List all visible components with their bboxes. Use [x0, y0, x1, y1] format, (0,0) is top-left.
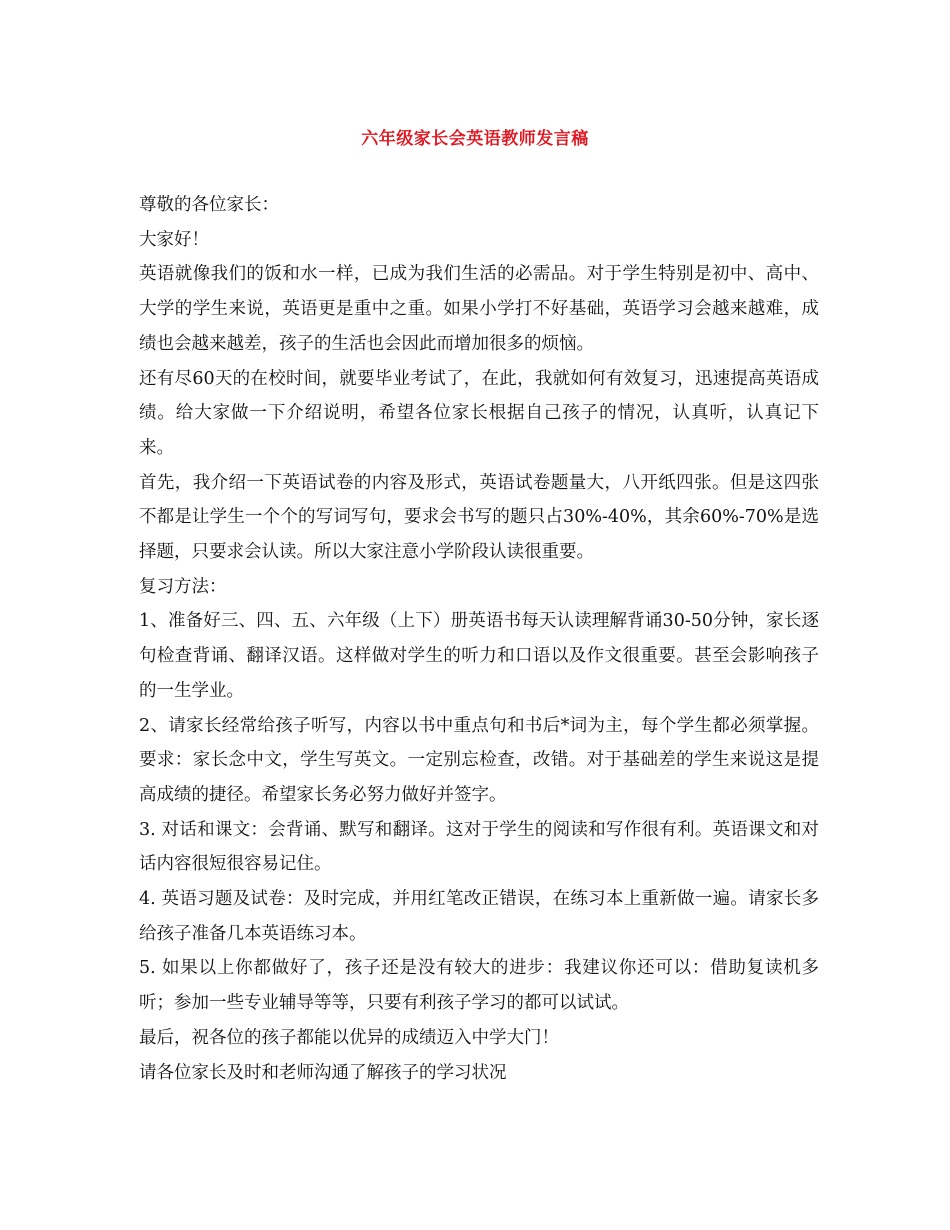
method-item-2: 2、请家长经常给孩子听写，内容以书中重点句和书后*词为主，每个学生都必须掌握。要求：家长念中文，学生写英文。一定别忘检查，改错。对于基础差的学生来说这是提高成绩的捷径。希望家长务必努力做好并签字。	[139, 715, 819, 805]
method-item-5: 5. 如果以上你都做好了，孩子还是没有较大的进步：我建议你还可以：借助复读机多听；参加一些专业辅导等等，只要有利孩子学习的都可以试试。	[139, 958, 819, 1014]
final-request-paragraph: 请各位家长及时和老师沟通了解孩子的学习状况	[139, 1062, 507, 1083]
greeting-paragraph: 尊敬的各位家长：	[139, 195, 279, 215]
method-item-4: 4. 英语习题及试卷：及时完成，并用红笔改正错误，在练习本上重新做一遍。请家长多给孩子准备几本英语练习本。	[139, 889, 819, 944]
exam-time-paragraph: 还有尽60天的在校时间，就要毕业考试了，在此，我就如何有效复习，迅速提高英语成绩。给大家做一下介绍说明，希望各位家长根据自己孩子的情况，认真听，认真记下来。	[139, 368, 819, 458]
exam-format-paragraph: 首先，我介绍一下英语试卷的内容及形式，英语试卷题量大，八开纸四张。但是这四张不都是让学生一个个的写词写句，要求会书写的题只占30%-40%，其余60%-70%是选择题，只要求会认读。所以大家注意小学阶段认读很重要。	[139, 472, 819, 563]
review-methods-heading: 复习方法：	[139, 576, 227, 597]
closing-paragraph: 最后，祝各位的孩子都能以优异的成绩迈入中学大门！	[139, 1027, 559, 1048]
document-title: 六年级家长会英语教师发言稿	[361, 129, 589, 149]
document-body	[139, 188, 819, 1090]
intro-paragraph: 英语就像我们的饭和水一样，已成为我们生活的必需品。对于学生特别是初中、高中、大学的学生来说，英语更是重中之重。如果小学打不好基础，英语学习会越来越难，成绩也会越来越差，孩子的生活也会因此而增加很多的烦恼。	[139, 264, 819, 354]
method-item-3: 3. 对话和课文：会背诵、默写和翻译。这对于学生的阅读和写作很有利。英语课文和对话内容很短很容易记住。	[139, 819, 819, 875]
method-item-1: 1、准备好三、四、五、六年级（上下）册英语书每天认读理解背诵30-50分钟，家长逐句检查背诵、翻译汉语。这样做对学生的听力和口语以及作文很重要。甚至会影响孩子的一生学业。	[139, 611, 819, 701]
hello-paragraph: 大家好！	[139, 229, 209, 250]
